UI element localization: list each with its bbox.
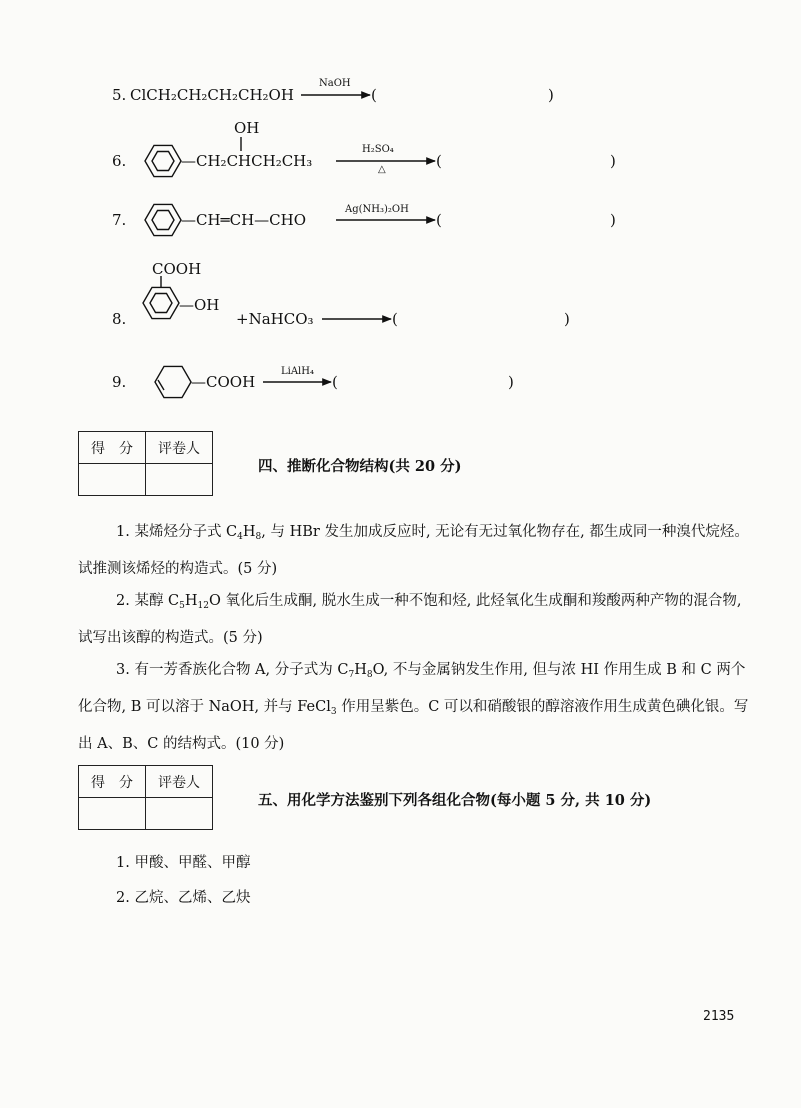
cyclohexene-ring (155, 366, 191, 397)
question-1: 1. 某烯烃分子式 $C_4H_8$, 与 HBr 发生加成反应时, 无论有无过氧化物存在, 都生成同一种溴代烷烃。试推测该烯烃的构造式。(5 分) (78, 524, 749, 577)
reaction-6-number: 6. (112, 152, 127, 170)
reaction-9-close-paren: ) (508, 373, 514, 391)
reaction-7-close-paren: ) (610, 211, 616, 229)
reaction-6-close-paren: ) (610, 152, 616, 170)
page-number: 2135 (703, 1009, 735, 1024)
score-label: 得 分 (79, 766, 146, 798)
reaction-6-open-paren: ( (436, 152, 442, 170)
grader-label: 评卷人 (146, 766, 213, 798)
reaction-8-number: 8. (112, 310, 127, 328)
reaction-7-reagent: Ag(NH₃)₂OH (345, 204, 409, 215)
reaction-5-close-paren: ) (548, 86, 554, 104)
reaction-9-number: 9. (112, 373, 127, 391)
reaction-8-reagent: +NaHCO₃ (236, 310, 314, 328)
benzene-ring (143, 287, 179, 318)
reaction-8-open-paren: ( (392, 310, 398, 328)
grader-cell (146, 464, 213, 496)
score-cell (79, 464, 146, 496)
reaction-5-open-paren: ( (371, 86, 377, 104)
grader-cell (146, 798, 213, 830)
reaction-5-reagent: NaOH (319, 78, 351, 89)
section-5-item-1: 1. 甲酸、甲醛、甲醇 (116, 855, 251, 871)
reaction-7-number: 7. (112, 211, 127, 229)
reaction-8-close-paren: ) (564, 310, 570, 328)
reaction-8-oh: —OH (179, 296, 220, 314)
reaction-7-open-paren: ( (436, 211, 442, 229)
reaction-7-chain: —CH═CH—CHO (181, 211, 307, 229)
reaction-6-condition: △ (378, 164, 386, 175)
score-label: 得 分 (79, 432, 146, 464)
grader-label: 评卷人 (146, 432, 213, 464)
reaction-5-number: 5. (112, 86, 127, 104)
score-table (78, 431, 213, 496)
reaction-9-reagent: LiAlH₄ (281, 366, 314, 377)
question-2: 2. 某醇 $C_5H_{12}O$ 氧化后生成酮, 脱水生成一种不饱和烃, 此烃氧化生成酮和羧酸两种产物的混合物, 试写出该醇的构造式。(5 分) (78, 593, 742, 646)
section-4-questions (78, 516, 758, 760)
reaction-9-chain: —COOH (191, 373, 256, 391)
reaction-8-cooh: COOH (152, 260, 202, 278)
benzene-ring (145, 145, 181, 176)
reaction-5-formula: ClCH₂CH₂CH₂CH₂OH (130, 86, 294, 104)
benzene-ring (145, 204, 181, 235)
reaction-6-oh: OH (234, 119, 260, 137)
section-4-title: 四、推断化合物结构(共 20 分) (258, 458, 462, 475)
reaction-6-chain: —CH₂CHCH₂CH₃ (181, 152, 313, 170)
section-5-item-2: 2. 乙烷、乙烯、乙炔 (116, 890, 251, 906)
score-cell (79, 798, 146, 830)
score-table (78, 765, 213, 830)
reaction-9-open-paren: ( (332, 373, 338, 391)
reaction-6-reagent: H₂SO₄ (362, 144, 394, 155)
section-5-title: 五、用化学方法鉴别下列各组化合物(每小题 5 分, 共 10 分) (258, 792, 652, 809)
question-3: 3. 有一芳香族化合物 A, 分子式为 $C_7H_8O$, 不与金属钠发生作用, 但与浓 HI 作用生成 B 和 C 两个化合物, B 可以溶于 NaOH, 并与 FeCl$_3$ 作用呈紫色。C 可以和硝酸银的醇溶液作用生成黄色碘化银。写出 A、B、C 的结构式。(10 分) (78, 662, 749, 752)
